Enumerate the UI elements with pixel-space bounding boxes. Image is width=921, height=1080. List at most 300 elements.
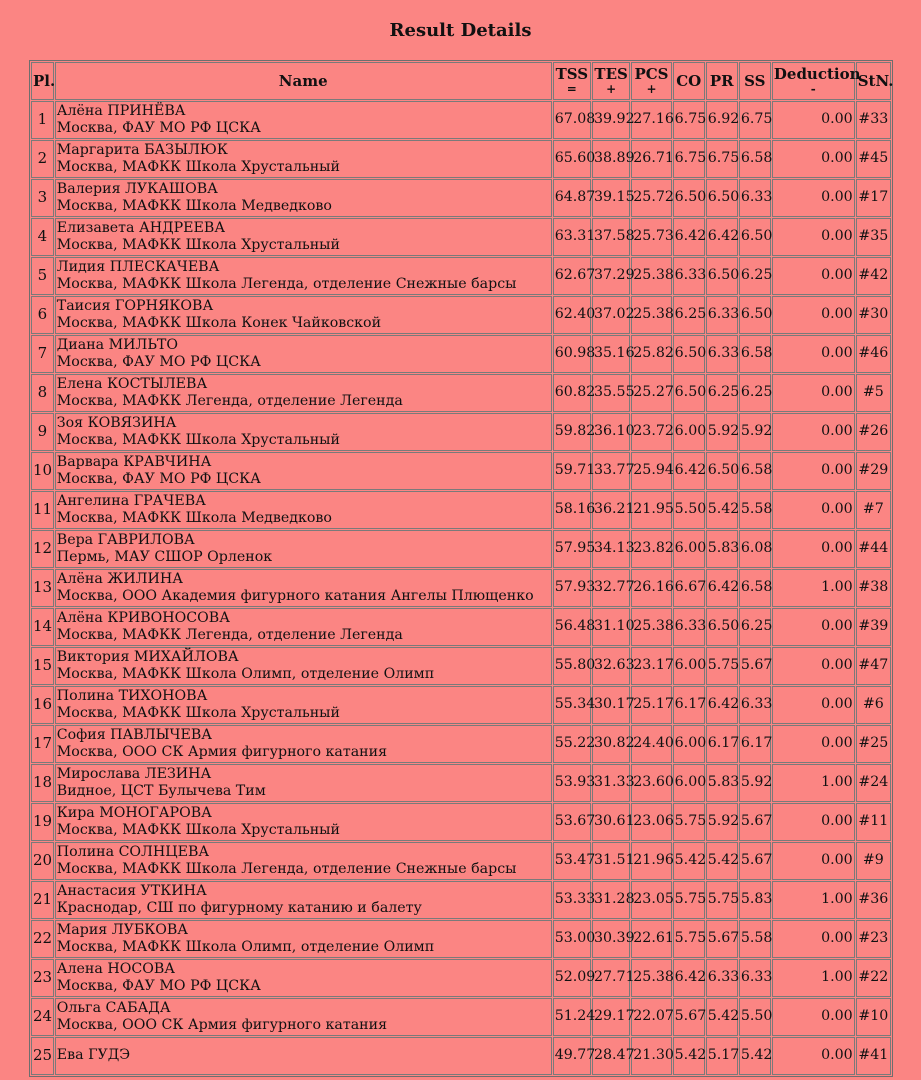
- name-cell: [55, 842, 552, 880]
- ss-cell: 6.25: [739, 257, 771, 295]
- skater-club: Москва, МАФКК Школа Конек Чайковской: [56, 315, 382, 331]
- co-cell: 6.50: [673, 374, 705, 412]
- co-cell: 6.33: [673, 257, 705, 295]
- placement-cell: 3: [31, 179, 54, 217]
- ss-cell: 5.42: [739, 1037, 771, 1075]
- pr-cell: 6.33: [706, 296, 738, 334]
- ss-cell: 6.58: [739, 569, 771, 607]
- pcs-cell: 23.06: [631, 803, 671, 841]
- pr-cell: 5.67: [706, 920, 738, 958]
- co-cell: 6.00: [673, 725, 705, 763]
- ss-cell: 5.67: [739, 647, 771, 685]
- deduction-cell: 1.00: [772, 764, 855, 802]
- start-number-cell: #44: [856, 530, 891, 568]
- start-number-cell: #26: [856, 413, 891, 451]
- placement-cell: 10: [31, 452, 54, 490]
- name-cell: [55, 491, 552, 529]
- skater-name[interactable]: Мирослава ЛЕЗИНА: [56, 765, 212, 782]
- skater-name[interactable]: Елена КОСТЫЛЕВА: [56, 375, 208, 392]
- name-cell: [55, 530, 552, 568]
- skater-name[interactable]: София ПАВЛЫЧЕВА: [56, 726, 213, 743]
- ss-cell: 5.92: [739, 413, 771, 451]
- pcs-cell: 23.05: [631, 881, 671, 919]
- deduction-cell: 1.00: [772, 569, 855, 607]
- name-cell: [55, 725, 552, 763]
- skater-club: Москва, МАФКК Школа Легенда, отделение Снежные барсы: [56, 861, 517, 877]
- pcs-cell: 22.07: [631, 998, 671, 1036]
- skater-name[interactable]: Алёна ПРИНЁВА: [56, 102, 186, 119]
- tes-cell: 37.02: [592, 296, 630, 334]
- deduction-cell: 0.00: [772, 218, 855, 256]
- name-cell: [55, 998, 552, 1036]
- start-number-cell: #10: [856, 998, 891, 1036]
- pr-cell: 5.92: [706, 803, 738, 841]
- placement-cell: 2: [31, 140, 54, 178]
- co-cell: 5.42: [673, 1037, 705, 1075]
- ss-cell: 5.58: [739, 920, 771, 958]
- name-cell: [55, 335, 552, 373]
- deduction-cell: 0.00: [772, 608, 855, 646]
- tss-cell: 62.40: [553, 296, 591, 334]
- col-header-pr[interactable]: PR: [706, 62, 738, 100]
- tss-cell: 62.67: [553, 257, 591, 295]
- start-number-cell: #25: [856, 725, 891, 763]
- tes-cell: 35.16: [592, 335, 630, 373]
- tes-cell: 31.28: [592, 881, 630, 919]
- pr-cell: 6.50: [706, 179, 738, 217]
- pr-cell: 6.42: [706, 218, 738, 256]
- pcs-cell: 22.61: [631, 920, 671, 958]
- deduction-cell: 0.00: [772, 296, 855, 334]
- skater-name[interactable]: Ева ГУДЭ: [56, 1047, 131, 1064]
- tss-cell: 53.93: [553, 764, 591, 802]
- name-cell: [55, 257, 552, 295]
- start-number-cell: #39: [856, 608, 891, 646]
- skater-club: Пермь, МАУ СШОР Орленок: [56, 549, 273, 565]
- tes-cell: 28.47: [592, 1037, 630, 1075]
- deduction-cell: 0.00: [772, 257, 855, 295]
- ss-cell: 6.33: [739, 686, 771, 724]
- placement-cell: 16: [31, 686, 54, 724]
- deduction-cell: 0.00: [772, 647, 855, 685]
- name-cell: [55, 140, 552, 178]
- deduction-cell: 0.00: [772, 530, 855, 568]
- placement-cell: 6: [31, 296, 54, 334]
- pcs-cell: 25.38: [631, 296, 671, 334]
- pr-cell: 6.50: [706, 257, 738, 295]
- deduction-cell: 0.00: [772, 725, 855, 763]
- tes-cell: 37.58: [592, 218, 630, 256]
- co-cell: 6.75: [673, 140, 705, 178]
- ss-cell: 5.92: [739, 764, 771, 802]
- tes-cell: 30.17: [592, 686, 630, 724]
- pcs-cell: 21.96: [631, 842, 671, 880]
- tss-cell: 49.77: [553, 1037, 591, 1075]
- pcs-cell: 23.82: [631, 530, 671, 568]
- placement-cell: 8: [31, 374, 54, 412]
- co-cell: 6.42: [673, 959, 705, 997]
- pr-cell: 6.50: [706, 452, 738, 490]
- tes-cell: 30.39: [592, 920, 630, 958]
- pcs-cell: 27.16: [631, 101, 671, 139]
- skater-name[interactable]: Зоя КОВЯЗИНА: [56, 414, 177, 431]
- skater-name[interactable]: Алёна КРИВОНОСОВА: [56, 609, 230, 626]
- table-row[interactable]: [31, 686, 891, 724]
- col-header-pl[interactable]: Pl.: [31, 62, 54, 100]
- start-number-cell: #29: [856, 452, 891, 490]
- skater-club: Москва, МАФКК Школа Олимп, отделение Олимп: [56, 939, 435, 955]
- ss-cell: 6.58: [739, 140, 771, 178]
- skater-name[interactable]: Кира МОНОГАРОВА: [56, 804, 212, 821]
- skater-club: Москва, МАФКК Школа Олимп, отделение Олимп: [56, 666, 435, 682]
- tes-cell: 36.21: [592, 491, 630, 529]
- skater-club: Москва, МАФКК Школа Медведково: [56, 198, 332, 214]
- skater-club: Москва, МАФКК Легенда, отделение Легенда: [56, 393, 403, 409]
- start-number-cell: #5: [856, 374, 891, 412]
- skater-name[interactable]: Анастасия УТКИНА: [56, 882, 207, 899]
- pcs-cell: 26.71: [631, 140, 671, 178]
- skater-club: Москва, ФАУ МО РФ ЦСКА: [56, 354, 261, 370]
- deduction-cell: 1.00: [772, 881, 855, 919]
- start-number-cell: #41: [856, 1037, 891, 1075]
- name-cell: [55, 101, 552, 139]
- pr-cell: 5.42: [706, 998, 738, 1036]
- skater-name[interactable]: Алёна ЖИЛИНА: [56, 570, 183, 587]
- skater-name[interactable]: Маргарита БАЗЫЛЮК: [56, 141, 228, 158]
- tss-cell: 59.71: [553, 452, 591, 490]
- tss-cell: 55.34: [553, 686, 591, 724]
- pr-cell: 5.17: [706, 1037, 738, 1075]
- skater-name[interactable]: Полина ТИХОНОВА: [56, 687, 208, 704]
- skater-name[interactable]: Валерия ЛУКАШОВА: [56, 180, 218, 197]
- start-number-cell: #24: [856, 764, 891, 802]
- name-cell: [55, 296, 552, 334]
- start-number-cell: #22: [856, 959, 891, 997]
- pcs-cell: 23.72: [631, 413, 671, 451]
- co-cell: 6.42: [673, 218, 705, 256]
- co-cell: 6.00: [673, 413, 705, 451]
- start-number-cell: #42: [856, 257, 891, 295]
- pr-cell: 6.50: [706, 608, 738, 646]
- ss-cell: 6.33: [739, 959, 771, 997]
- ss-cell: 6.58: [739, 452, 771, 490]
- pcs-cell: 25.38: [631, 608, 671, 646]
- start-number-cell: #47: [856, 647, 891, 685]
- col-header-stn[interactable]: StN.: [856, 62, 891, 100]
- deduction-cell: 0.00: [772, 374, 855, 412]
- name-cell: [55, 803, 552, 841]
- co-cell: 5.67: [673, 998, 705, 1036]
- tes-cell: 38.89: [592, 140, 630, 178]
- tss-cell: 53.33: [553, 881, 591, 919]
- placement-cell: 25: [31, 1037, 54, 1075]
- co-cell: 5.50: [673, 491, 705, 529]
- tes-cell: 36.10: [592, 413, 630, 451]
- start-number-cell: #36: [856, 881, 891, 919]
- table-row[interactable]: [31, 842, 891, 880]
- page-title: Result Details: [389, 20, 532, 41]
- deduction-cell: 0.00: [772, 179, 855, 217]
- placement-cell: 11: [31, 491, 54, 529]
- skater-name[interactable]: Лидия ПЛЕСКАЧЕВА: [56, 258, 220, 275]
- placement-cell: 4: [31, 218, 54, 256]
- placement-cell: 20: [31, 842, 54, 880]
- placement-cell: 15: [31, 647, 54, 685]
- table-row[interactable]: [31, 803, 891, 841]
- table-row[interactable]: [31, 140, 891, 178]
- col-header-name[interactable]: Name: [55, 62, 552, 100]
- skater-club: Москва, МАФКК Школа Легенда, отделение Снежные барсы: [56, 276, 517, 292]
- tes-cell: 27.71: [592, 959, 630, 997]
- skater-name[interactable]: Полина СОЛНЦЕВА: [56, 843, 210, 860]
- deduction-cell: 0.00: [772, 842, 855, 880]
- table-row[interactable]: [31, 218, 891, 256]
- table-row[interactable]: [31, 608, 891, 646]
- col-header-tes[interactable]: TES +: [592, 62, 630, 100]
- pr-cell: 5.42: [706, 491, 738, 529]
- table-row[interactable]: [31, 959, 891, 997]
- pr-cell: 6.33: [706, 959, 738, 997]
- col-header-co[interactable]: CO: [673, 62, 705, 100]
- name-cell: [55, 569, 552, 607]
- start-number-cell: #46: [856, 335, 891, 373]
- ss-cell: 6.75: [739, 101, 771, 139]
- co-cell: 6.00: [673, 530, 705, 568]
- deduction-cell: 0.00: [772, 686, 855, 724]
- table-row[interactable]: [31, 296, 891, 334]
- co-cell: 5.75: [673, 881, 705, 919]
- name-cell: [55, 764, 552, 802]
- co-cell: 6.33: [673, 608, 705, 646]
- tss-cell: 53.00: [553, 920, 591, 958]
- deduction-cell: 0.00: [772, 998, 855, 1036]
- pcs-cell: 25.38: [631, 257, 671, 295]
- tes-cell: 39.15: [592, 179, 630, 217]
- placement-cell: 22: [31, 920, 54, 958]
- co-cell: 6.75: [673, 101, 705, 139]
- pcs-cell: 21.30: [631, 1037, 671, 1075]
- pr-cell: 5.83: [706, 764, 738, 802]
- name-cell: [55, 374, 552, 412]
- skater-club: Москва, МАФКК Школа Медведково: [56, 510, 332, 526]
- pcs-cell: 25.38: [631, 959, 671, 997]
- deduction-cell: 0.00: [772, 491, 855, 529]
- ss-cell: 5.67: [739, 842, 771, 880]
- skater-name[interactable]: Мария ЛУБКОВА: [56, 921, 189, 938]
- skater-name[interactable]: Алена НОСОВА: [56, 960, 176, 977]
- table-row[interactable]: [31, 647, 891, 685]
- tss-cell: 60.98: [553, 335, 591, 373]
- table-row[interactable]: [31, 179, 891, 217]
- skater-club: Видное, ЦСТ Булычева Тим: [56, 783, 266, 799]
- skater-club: Москва, МАФКК Школа Хрустальный: [56, 237, 340, 253]
- skater-name[interactable]: Ольга САБАДА: [56, 999, 171, 1016]
- ss-cell: 6.50: [739, 218, 771, 256]
- table-row[interactable]: [31, 764, 891, 802]
- skater-club: Москва, МАФКК Легенда, отделение Легенда: [56, 627, 403, 643]
- ss-cell: 6.58: [739, 335, 771, 373]
- skater-name[interactable]: Виктория МИХАЙЛОВА: [56, 648, 239, 665]
- skater-name[interactable]: Елизавета АНДРЕЕВА: [56, 219, 226, 236]
- table-row[interactable]: [31, 998, 891, 1036]
- col-header-tss[interactable]: TSS =: [553, 62, 591, 100]
- pcs-cell: 23.17: [631, 647, 671, 685]
- tes-cell: 35.55: [592, 374, 630, 412]
- start-number-cell: #17: [856, 179, 891, 217]
- pr-cell: 6.42: [706, 569, 738, 607]
- tss-cell: 55.22: [553, 725, 591, 763]
- results-table: [29, 60, 893, 1077]
- placement-cell: 5: [31, 257, 54, 295]
- skater-name[interactable]: Диана МИЛЬТО: [56, 336, 179, 353]
- start-number-cell: #9: [856, 842, 891, 880]
- table-row[interactable]: [31, 491, 891, 529]
- tes-cell: 30.61: [592, 803, 630, 841]
- pr-cell: 5.83: [706, 530, 738, 568]
- deduction-cell: 1.00: [772, 959, 855, 997]
- placement-cell: 17: [31, 725, 54, 763]
- name-cell: [55, 413, 552, 451]
- skater-name[interactable]: Вера ГАВРИЛОВА: [56, 531, 195, 548]
- tes-cell: 30.82: [592, 725, 630, 763]
- placement-cell: 24: [31, 998, 54, 1036]
- col-header-ss[interactable]: SS: [739, 62, 771, 100]
- table-row[interactable]: [31, 335, 891, 373]
- placement-cell: 23: [31, 959, 54, 997]
- table-row[interactable]: [31, 413, 891, 451]
- name-cell: [55, 218, 552, 256]
- header-row: [31, 62, 891, 100]
- tss-cell: 52.09: [553, 959, 591, 997]
- table-row[interactable]: [31, 257, 891, 295]
- tss-cell: 65.60: [553, 140, 591, 178]
- tss-cell: 57.95: [553, 530, 591, 568]
- table-row[interactable]: [31, 101, 891, 139]
- skater-club: Москва, ФАУ МО РФ ЦСКА: [56, 471, 261, 487]
- tss-cell: 51.24: [553, 998, 591, 1036]
- co-cell: 5.75: [673, 920, 705, 958]
- skater-club: Москва, ООО СК Армия фигурного катания: [56, 744, 388, 760]
- start-number-cell: #30: [856, 296, 891, 334]
- pr-cell: 6.75: [706, 140, 738, 178]
- deduction-cell: 0.00: [772, 140, 855, 178]
- pr-cell: 6.92: [706, 101, 738, 139]
- table-row[interactable]: [31, 452, 891, 490]
- name-cell: [55, 881, 552, 919]
- pcs-cell: 25.73: [631, 218, 671, 256]
- table-row[interactable]: [31, 881, 891, 919]
- ss-cell: 6.25: [739, 608, 771, 646]
- table-row[interactable]: [31, 1037, 891, 1075]
- ss-cell: 6.25: [739, 374, 771, 412]
- tss-cell: 59.82: [553, 413, 591, 451]
- pr-cell: 5.75: [706, 881, 738, 919]
- pr-cell: 5.42: [706, 842, 738, 880]
- col-header-pcs[interactable]: PCS +: [631, 62, 671, 100]
- tes-cell: 37.29: [592, 257, 630, 295]
- col-header-deduction[interactable]: Deduction -: [772, 62, 855, 100]
- skater-club: Москва, ООО Академия фигурного катания Ангелы Плющенко: [56, 588, 534, 604]
- skater-club: Москва, МАФКК Школа Хрустальный: [56, 822, 340, 838]
- pcs-cell: 25.82: [631, 335, 671, 373]
- table-row[interactable]: [31, 374, 891, 412]
- name-cell: [55, 179, 552, 217]
- ss-cell: 6.50: [739, 296, 771, 334]
- skater-name[interactable]: Ангелина ГРАЧЕВА: [56, 492, 206, 509]
- skater-club: Краснодар, СШ по фигурному катанию и балету: [56, 900, 422, 916]
- table-row[interactable]: [31, 569, 891, 607]
- name-cell: [55, 920, 552, 958]
- placement-cell: 21: [31, 881, 54, 919]
- skater-club: Москва, ФАУ МО РФ ЦСКА: [56, 978, 261, 994]
- name-cell: [55, 1037, 552, 1075]
- deduction-cell: 0.00: [772, 335, 855, 373]
- tss-cell: 60.82: [553, 374, 591, 412]
- skater-club: Москва, МАФКК Школа Хрустальный: [56, 159, 340, 175]
- pr-cell: 6.17: [706, 725, 738, 763]
- tss-cell: 53.67: [553, 803, 591, 841]
- table-row[interactable]: [31, 530, 891, 568]
- co-cell: 6.42: [673, 452, 705, 490]
- tes-cell: 39.92: [592, 101, 630, 139]
- name-cell: [55, 608, 552, 646]
- table-row[interactable]: [31, 725, 891, 763]
- co-cell: 6.17: [673, 686, 705, 724]
- skater-club: Москва, ФАУ МО РФ ЦСКА: [56, 120, 261, 136]
- tss-cell: 53.47: [553, 842, 591, 880]
- co-cell: 5.42: [673, 842, 705, 880]
- skater-name[interactable]: Варвара КРАВЧИНА: [56, 453, 212, 470]
- name-cell: [55, 959, 552, 997]
- co-cell: 5.75: [673, 803, 705, 841]
- tss-cell: 64.87: [553, 179, 591, 217]
- pcs-cell: 25.17: [631, 686, 671, 724]
- pr-cell: 5.75: [706, 647, 738, 685]
- ss-cell: 6.08: [739, 530, 771, 568]
- ss-cell: 6.17: [739, 725, 771, 763]
- start-number-cell: #11: [856, 803, 891, 841]
- pr-cell: 6.25: [706, 374, 738, 412]
- placement-cell: 14: [31, 608, 54, 646]
- tes-cell: 32.63: [592, 647, 630, 685]
- table-row[interactable]: [31, 920, 891, 958]
- pcs-cell: 25.27: [631, 374, 671, 412]
- skater-club: Москва, МАФКК Школа Хрустальный: [56, 705, 340, 721]
- co-cell: 6.25: [673, 296, 705, 334]
- ss-cell: 5.50: [739, 998, 771, 1036]
- skater-name[interactable]: Таисия ГОРНЯКОВА: [56, 297, 214, 314]
- ss-cell: 6.33: [739, 179, 771, 217]
- skater-club: Москва, ООО СК Армия фигурного катания: [56, 1017, 388, 1033]
- name-cell: [55, 686, 552, 724]
- placement-cell: 18: [31, 764, 54, 802]
- tss-cell: 55.80: [553, 647, 591, 685]
- tss-cell: 58.16: [553, 491, 591, 529]
- pcs-cell: 26.16: [631, 569, 671, 607]
- deduction-cell: 0.00: [772, 1037, 855, 1075]
- ss-cell: 5.83: [739, 881, 771, 919]
- start-number-cell: #45: [856, 140, 891, 178]
- placement-cell: 9: [31, 413, 54, 451]
- deduction-cell: 0.00: [772, 803, 855, 841]
- deduction-cell: 0.00: [772, 101, 855, 139]
- ss-cell: 5.67: [739, 803, 771, 841]
- name-cell: [55, 452, 552, 490]
- start-number-cell: #6: [856, 686, 891, 724]
- deduction-cell: 0.00: [772, 413, 855, 451]
- start-number-cell: #7: [856, 491, 891, 529]
- name-cell: [55, 647, 552, 685]
